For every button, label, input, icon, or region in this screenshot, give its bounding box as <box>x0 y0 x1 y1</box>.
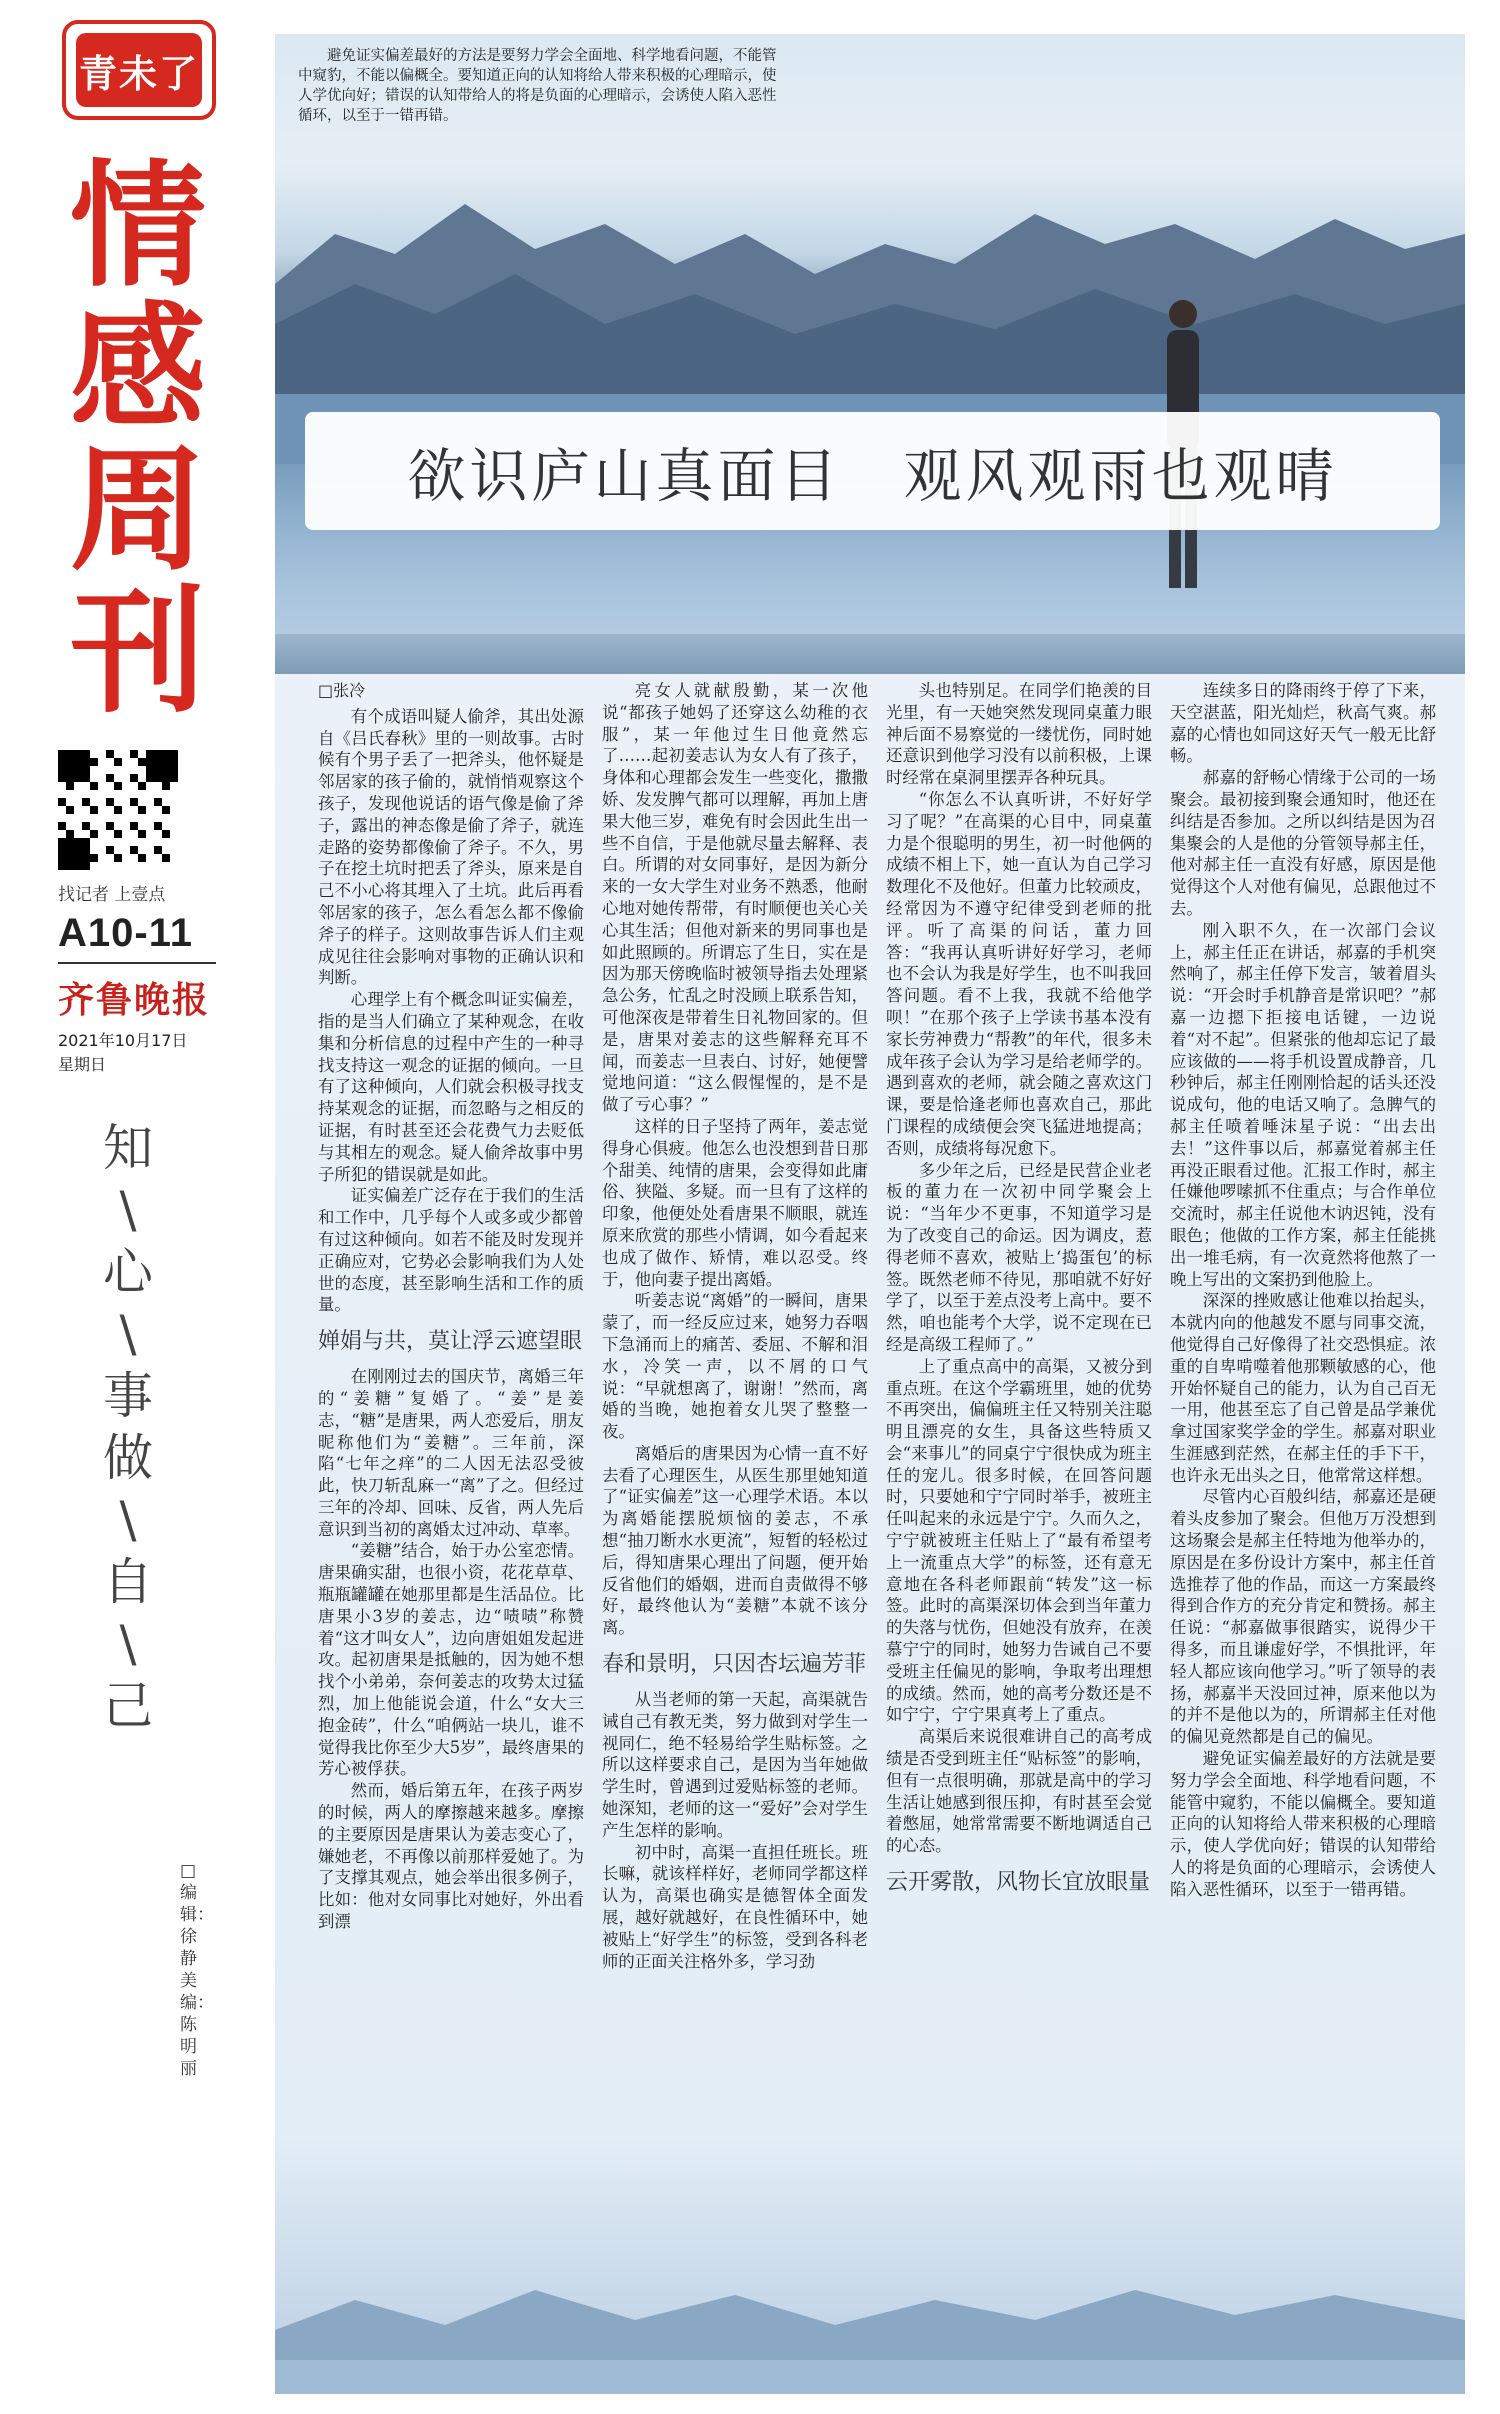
column-title-char: 做 <box>103 1429 153 1487</box>
headline: 欲识庐山真面目 观风观雨也观晴 <box>305 412 1440 530</box>
column-title-char: \ <box>119 1305 137 1363</box>
byline: □张冷 <box>318 681 366 700</box>
paragraph: 从当老师的第一天起，高渠就告诫自己有教无类，努力做到对学生一视同仁，绝不轻易给学生贴标签。之所以这样要求自己，是因为当年她做学生时，曾遇到过爱贴标签的老师。她深知，老师的这一“爱好”会对学生产生怎样的影响。 <box>602 1690 868 1840</box>
article-column-2 <box>602 680 868 2280</box>
weekday-text: 星期日 <box>58 1055 107 1074</box>
paragraph: 有个成语叫疑人偷斧，其出处源自《吕氏春秋》里的一则故事。古时候有个男子丢了一把斧头，他怀疑是邻居家的孩子偷的，就悄悄观察这个孩子，发现他说话的语气像是偷了斧子，露出的神态像是偷了斧子，就连走路的姿势都像偷了斧子。不久，男子在挖土坑时把丢了斧头，原来是自己不小心将其埋入了土坑。此后再看邻居家的孩子，怎么看怎么都不像偷斧子的样子。这则故事告诉人们主观成见往往会影响对事物的正确认识和判断。 <box>318 706 584 988</box>
column-title-char: 己 <box>103 1677 153 1735</box>
column-title-char: \ <box>119 1615 137 1673</box>
column-title-char: \ <box>119 1181 137 1239</box>
paragraph: 听姜志说“离婚”的一瞬间，唐果蒙了，而一经反应过来，她努力吞咽下急涌而上的痛苦、委屈、不解和泪水，冷笑一声，以不屑的口气说：“早就想离了，谢谢！”然而，离婚的当晚，她抱着女儿哭了整整一夜。 <box>602 1291 868 1442</box>
paragraph: 然而，婚后第五年，在孩子两岁的时候，两人的摩擦越来越多。摩擦的主要原因是唐果认为姜志变心了，嫌她老，不再像以前那样爱她了。为了支撑其观点，她会举出很多例子，比如：他对女同事比对她好，外出看到漂 <box>318 1781 584 1932</box>
paragraph: 多少年之后，已经是民营企业老板的董力在一次初中同学聚会上说：“当年少不更事，不知道学习是为了改变自己的命运。因为调皮，惹得老师不喜欢，被贴上‘捣蛋包’的标签。既然老师不待见，那咱就不好好学了，以至于差点没考上高中。要不然，咱也能考个大学，说不定现在已经是高级工程师了。” <box>886 1160 1152 1354</box>
paragraph: 高渠后来说很难讲自己的高考成绩是否受到班主任“贴标签”的影响，但有一点很明确，那就是高中的学习生活让她感到很压抑，有时甚至会觉着憋屈，她常常需要不断地调适自己的心态。 <box>886 1727 1152 1856</box>
paragraph: 离婚后的唐果因为心情一直不好去看了心理医生，从医生那里她知道了“证实偏差”这一心理学术语。本以为离婚能摆脱烦恼的姜志，不承想“抽刀断水水更流”，短暂的轻松过后，得知唐果心理出了问题，便开始反省他们的婚姻，进而自责做得不够好，最终他认为“姜糖”本就不该分离。 <box>602 1443 868 1638</box>
bottom-landscape-illustration <box>275 2270 1465 2394</box>
article-column-4 <box>1170 680 1436 2280</box>
paragraph: 亮女人就献殷勤，某一次他说“都孩子她妈了还穿这么幼稚的衣服”，某一年他过生日他竟然忘了……起初姜志认为女人有了孩子，身体和心理都会发生一些变化，撒撒娇、发发脾气都可以理解，再加上唐果大他三岁，难免有时会因此生出一些不自信，于是他就尽量去解释、表白。所谓的对女同事好，是因为新分来的一女大学生对业务不熟悉，他耐心地对她传帮带，有时顺便也关心关心其生活；但他对新来的男同事也是如此照顾的。所谓忘了生日，实在是因为那天傍晚临时被领导指去处理紧急公务，忙乱之时没顾上联系告知，可他深夜是带着生日礼物回家的。但是，唐果对姜志的这些解释充耳不闻，而姜志一旦表白、讨好，她便譬觉地问道：“这么假惺惺的，是不是做了亏心事？” <box>602 681 868 1115</box>
qr-code-icon[interactable] <box>58 750 178 870</box>
paragraph: “你怎么不认真听讲，不好好学习了呢？”在高渠的心目中，同桌董力是个很聪明的男生，初一时他俩的成绩不相上下，她一直认为自己学习数理化不及他好。但董力比较顽皮，经常因为不遵守纪律受到老师的批评。听了高渠的问话，董力回答：“我再认真听讲好好学习，老师也不会认为我是好学生，也不叫我回答问题。看不上我，我就不给他学呗！”在那个孩子上学读书基本没有家长劳神费力“帮教”的年代，很多未成年孩子会认为学习是给老师学的。遇到喜欢的老师，就会随之喜欢这门课，要是恰逢老师也喜欢自己，那此门课程的成绩便会突飞猛进地提高；否则，成绩将每况愈下。 <box>886 789 1152 1158</box>
paragraph: 初中时，高渠一直担任班长。班长嘛，就该样样好，老师同学都这样认为，高渠也确实是德智体全面发展，越好就越好，在良性循环中，她被贴上“好学生”的标签，受到各科老师的正面关注格外多，学习劲 <box>602 1842 868 1971</box>
paragraph: 证实偏差广泛存在于我们的生活和工作中，几乎每个人或多或少都曾有过这种倾向。如若不能及时发现并正确应对，它势必会影响我们为人处世的态度，甚至影响生活和工作的质量。 <box>318 1186 584 1315</box>
masthead-char: 情 <box>70 148 206 306</box>
reporter-label: 找记者 上壹点 <box>58 885 166 905</box>
masthead <box>58 148 218 732</box>
paragraph: “姜糖”结合，始于办公室恋情。唐果确实甜，也很小资，花花草草、瓶瓶罐罐在她那里都是生活品位。比唐果小3岁的姜志，边“啧啧”称赞着“这才叫女人”，边向唐姐姐发起进攻。起初唐果是抵触的，因为她不想找个小弟弟，奈何姜志的攻势太过猛烈，加上他能说会道，什么“女大三抱金砖”，什么“咱俩站一块儿，谁不觉得我比你至少大5岁”，最终唐果的芳心被俘获。 <box>318 1541 584 1779</box>
paragraph: 心理学上有个概念叫证实偏差，指的是当人们确立了某种观念，在收集和分析信息的过程中产生的一种寻找支持这一观念的证据的倾向。一旦有了这种倾向，人们就会积极寻找支持某观念的证据，而忽略与之相反的证据，有时甚至还会花费气力去贬低与其相左的观念。疑人偷斧故事中男子所犯的错误就是如此。 <box>318 990 584 1184</box>
paragraph: 连续多日的降雨终于停了下来，天空湛蓝，阳光灿烂，秋高气爽。郝嘉的心情也如同这好天气一般无比舒畅。 <box>1170 681 1436 766</box>
editor-credit: □编辑：徐静 美编：陈明丽 <box>180 1861 214 2079</box>
paragraph: 头也特别足。在同学们艳羡的目光里，有一天她突然发现同桌董力眼神后面不易察觉的一缕忧伤，同时她还意识到他学习没有以前积极，上课时经常在桌洞里摆弄各种玩具。 <box>886 681 1152 788</box>
article-column-1 <box>318 680 584 2280</box>
stone-wall <box>275 634 1465 674</box>
qr-code-block <box>58 750 225 870</box>
paragraph: 郝嘉的舒畅心情缘于公司的一场聚会。最初接到聚会通知时，他还在纠结是否参加。之所以纠结是因为召集聚会的人是他的分管领导郝主任，他对郝主任一直没有好感，原因是他觉得这个人对他有偏见，总跟他过不去。 <box>1170 768 1436 918</box>
column-title-char: 知 <box>103 1119 153 1177</box>
section-subhead: 云开雾散，风物长宜放眼量 <box>886 1870 1151 1896</box>
issue-date <box>58 1029 225 1077</box>
newspaper-name: 齐鲁晚报 <box>58 979 211 1021</box>
column-title-char: 事 <box>103 1367 153 1425</box>
masthead-char: 周 <box>70 432 206 590</box>
column-title <box>98 1117 158 1737</box>
masthead-char: 刊 <box>70 574 206 732</box>
paragraph: 避免证实偏差最好的方法就是要努力学会全面地、科学地看问题，不能管中窥豹，不能以偏概全。要知道正向的认知将给人带来积极的心理暗示，使人学优向好；错误的认知带给人的将是负面的心理暗示，会诱使人陷入恶性循环，以至于一错再错。 <box>1170 1749 1436 1899</box>
date-text: 2021年10月17日 <box>58 1031 188 1050</box>
column-title-char: 心 <box>103 1243 153 1301</box>
paragraph: 尽管内心百般纠结，郝嘉还是硬着头皮参加了聚会。但他万万没想到这场聚会是郝主任特地为他举办的，原因是在多份设计方案中，郝主任首选推荐了他的作品，而这一方案最终得到合作方的充分肯定和赞扬。郝主任说：“郝嘉做事很踏实，说得少干得多，而且谦虚好学，不惧批评，年轻人都应该向他学习。”听了领导的表扬，郝嘉半天没回过神，原来他以为的并不是他以为的，所谓郝主任对他的偏见竟然都是自己的偏见。 <box>1170 1487 1436 1747</box>
page-number: A10-11 <box>58 911 193 955</box>
masthead-char: 感 <box>70 290 206 448</box>
paragraph: 上了重点高中的高渠，又被分到重点班。在这个学霸班里，她的优势不再突出，偏偏班主任又特别关注聪明且漂亮的女生，具备这些特质又会“来事儿”的同桌宁宁很快成为班主任的宠儿。很多时候，在回答问题时，只要她和宁宁同时举手，被班主任叫起来的永远是宁宁。久而久之，宁宁就被班主任贴上了“最有希望考上一流重点大学”的标签，还有意无意地在各科老师跟前“转发”这一标签。此时的高渠深切体会到当年董力的失落与忧伤，但她没有放弃，在羡慕宁宁的同时，她努力告诫自己不要受班主任偏见的影响，争取考出理想的成绩。然而，她的高考分数还是不如宁宁，宁宁果真考上了重点。 <box>886 1356 1152 1725</box>
section-subhead: 春和景明，只因杏坛遍芳菲 <box>602 1652 867 1678</box>
paragraph: 在刚刚过去的国庆节，离婚三年的“姜糖”复婚了。“姜”是姜志，“糖”是唐果，两人恋爱后，朋友昵称他们为“姜糖”。三年前，深陷“七年之痒”的二人因无法忍受彼此，快刀斩乱麻一“离”了之。但经过三年的冷却、回味、反省，两人先后意识到当初的离婚太过冲动、草率。 <box>318 1367 584 1539</box>
logo <box>62 20 216 120</box>
column-title-char: 自 <box>103 1553 153 1611</box>
hero-image <box>275 34 1465 674</box>
column-title-char: \ <box>119 1491 137 1549</box>
paragraph: 刚入职不久，在一次部门会议上，郝主任正在讲话，郝嘉的手机突然响了，郝主任停下发言，皱着眉头说：“开会时手机静音是常识吧？”郝嘉一边摁下拒接电话键，一边说着“对不起”。但紧张的他却忘记了最应该做的——将手机设置成静音，几秒钟后，郝主任刚刚恰起的话头还没说成句，他的电话又响了。急脾气的郝主任喷着唾沫星子说：“出去出去！”这件事以后，郝嘉觉着郝主任再没正眼看过他。汇报工作时，郝主任嫌他啰嗦抓不住重点；与合作单位交流时，郝主任说他木讷迟钝，没有眼色；他做的工作方案，郝主任能挑出一堆毛病，有一次竟然将他熬了一晚上写出的文案扔到他脸上。 <box>1170 920 1436 1289</box>
article-columns <box>318 680 1438 2280</box>
article-column-3 <box>886 680 1152 2280</box>
intro-text: 避免证实偏差最好的方法是要努力学会全面地、科学地看问题，不能管中窥豹，不能以偏概全。要知道正向的认知将给人带来积极的心理暗示，使人学优向好；错误的认知带给人的将是负面的心理暗示，会诱使人陷入恶性循环，以至于一错再错。 <box>298 48 777 124</box>
divider <box>58 962 216 964</box>
paragraph: 这样的日子坚持了两年，姜志觉得身心俱疲。他怎么也没想到昔日那个甜美、纯情的唐果，会变得如此庸俗、狭隘、多疑。而一旦有了这样的印象，他便处处看唐果不顺眼，就连原来欣赏的那些小情调，如今看起来也成了做作、矫情，难以忍受。终于，他向妻子提出离婚。 <box>602 1116 868 1289</box>
paragraph: 深深的挫败感让他难以抬起头，本就内向的他越发不愿与同事交流，他觉得自己好像得了社交恐惧症。浓重的自卑啃噬着他那颗敏感的心，他开始怀疑自己的能力，认为自己百无一用，他甚至忘了自己曾是品学兼优拿过国家奖学金的学生。郝嘉对职业生涯感到茫然，在郝主任的手下干，也许永无出头之日，他常常这样想。 <box>1170 1291 1436 1485</box>
section-subhead: 婵娟与共，莫让浮云遮望眼 <box>318 1329 583 1355</box>
logo-text: 青未了 <box>76 33 202 107</box>
